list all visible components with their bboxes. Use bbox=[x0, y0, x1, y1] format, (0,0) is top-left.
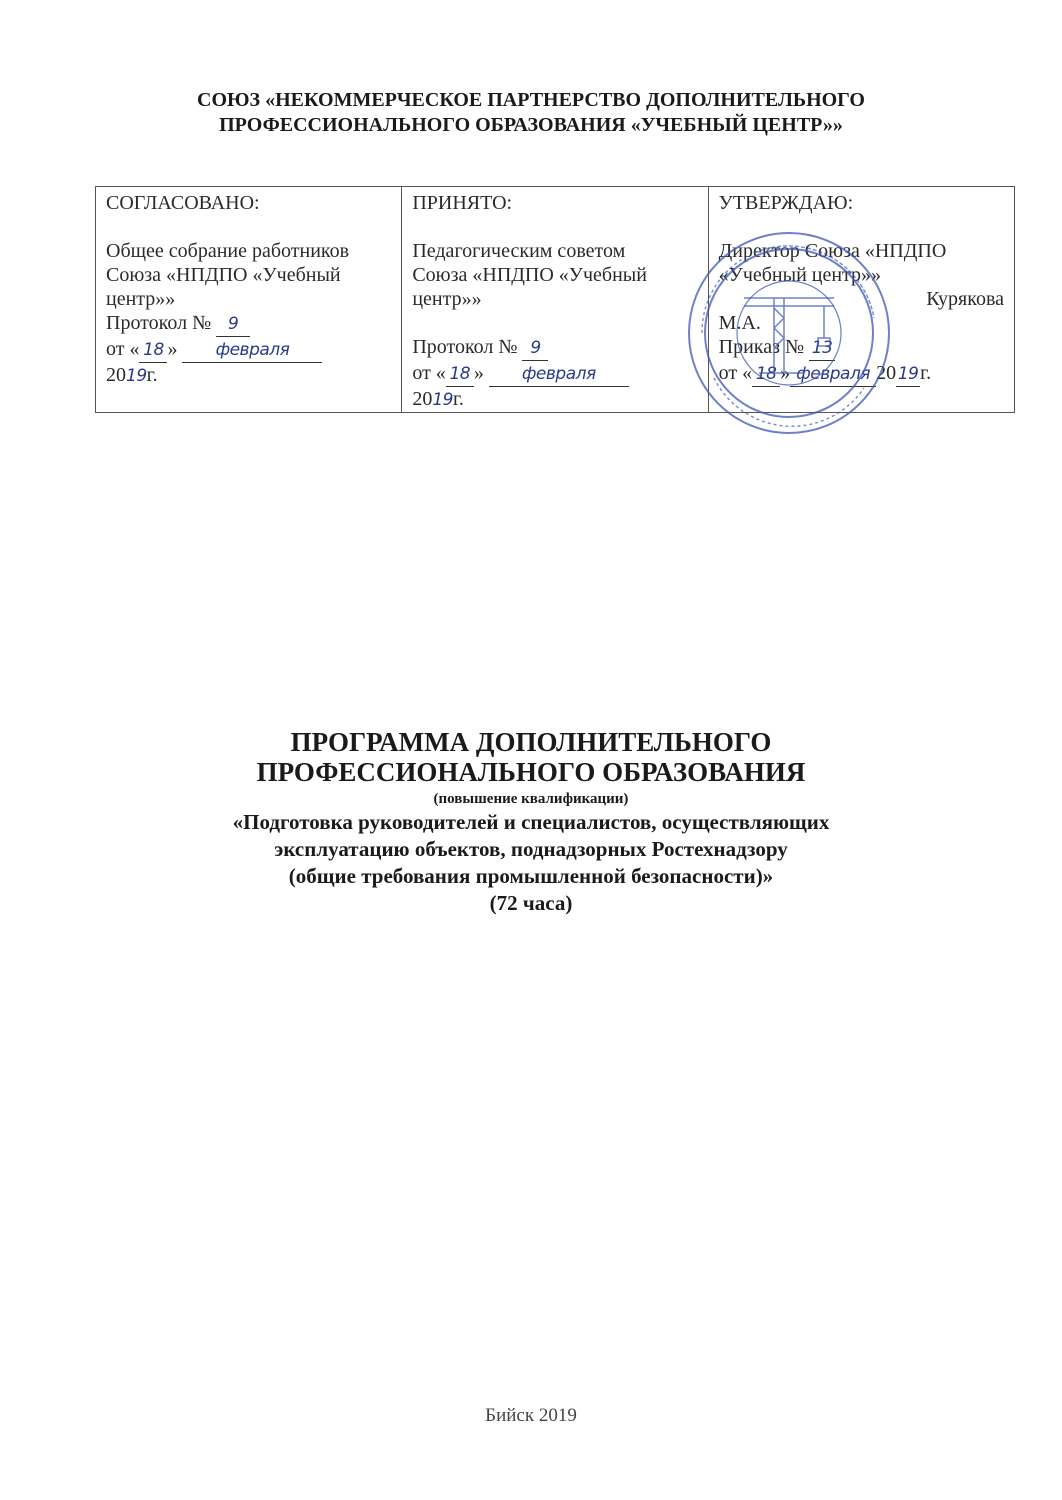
accepted-date bbox=[412, 361, 697, 387]
accepted-date-prefix: от « bbox=[412, 362, 446, 384]
agreed-month: февраля bbox=[215, 340, 290, 360]
accepted-line-2: Союза «НПДПО «Учебный bbox=[412, 264, 647, 286]
approved-line-2: «Учебный центр»» bbox=[718, 264, 882, 286]
approved-day-blank bbox=[752, 361, 780, 387]
accepted-month: февраля bbox=[521, 364, 596, 384]
agreed-date bbox=[106, 337, 391, 363]
agreed-heading: СОГЛАСОВАНО: bbox=[106, 192, 260, 214]
approved-order bbox=[719, 335, 1004, 361]
organization-title-line-1: СОЮЗ «НЕКОММЕРЧЕСКОЕ ПАРТНЕРСТВО ДОПОЛНИТЕЛЬНОГО bbox=[197, 89, 865, 111]
agreed-month-blank bbox=[182, 337, 322, 363]
agreed-line-1: Общее собрание работников bbox=[106, 240, 350, 262]
program-name-line-1: «Подготовка руководителей и специалистов, осуществляющих bbox=[232, 810, 830, 834]
agreed-date-prefix: от « bbox=[106, 338, 140, 360]
program-name-line-2: эксплуатацию объектов, поднадзорных Ростехнадзору bbox=[274, 837, 788, 861]
agreed-year-suffix: 19 bbox=[126, 366, 147, 386]
accepted-year bbox=[412, 387, 697, 412]
agreed-protocol bbox=[106, 311, 391, 337]
agreed-line-2: Союза «НПДПО «Учебный bbox=[106, 264, 341, 286]
approved-year-prefix: 20 bbox=[876, 362, 897, 384]
approved-month: февраля bbox=[796, 364, 871, 384]
program-title-block bbox=[0, 727, 1062, 917]
accepted-line-3: центр»» bbox=[412, 288, 482, 310]
footer-city-year: Бийск 2019 bbox=[485, 1405, 577, 1426]
accepted-month-blank bbox=[489, 361, 629, 387]
program-hours: (72 часа) bbox=[489, 891, 573, 915]
approved-order-blank bbox=[809, 335, 835, 361]
agreed-cell bbox=[96, 187, 402, 413]
agreed-year bbox=[106, 363, 391, 388]
organization-title-line-2: ПРОФЕССИОНАЛЬНОГО ОБРАЗОВАНИЯ «УЧЕБНЫЙ ЦЕНТР»» bbox=[219, 114, 843, 136]
accepted-day-blank bbox=[446, 361, 474, 387]
accepted-heading: ПРИНЯТО: bbox=[412, 192, 513, 214]
accepted-year-suffix: 19 bbox=[432, 390, 453, 410]
agreed-year-end: г. bbox=[146, 364, 158, 386]
approved-director-initials: М.А. bbox=[718, 312, 761, 334]
approved-director-name: Курякова bbox=[926, 288, 1004, 310]
approved-order-number: 13 bbox=[811, 338, 833, 358]
agreed-protocol-label: Протокол № bbox=[106, 312, 212, 334]
accepted-protocol bbox=[412, 335, 697, 361]
accepted-protocol-number: 9 bbox=[530, 338, 541, 358]
approved-year-suffix: 19 bbox=[897, 364, 919, 384]
accepted-date-mid: » bbox=[473, 362, 484, 384]
accepted-year-prefix: 20 bbox=[412, 388, 433, 410]
approved-year-end: г. bbox=[920, 362, 932, 384]
accepted-day: 18 bbox=[449, 364, 471, 384]
approved-date-mid: » bbox=[780, 362, 791, 384]
program-title-line-2: ПРОФЕССИОНАЛЬНОГО ОБРАЗОВАНИЯ bbox=[256, 757, 806, 787]
approved-year-blank bbox=[896, 361, 920, 387]
organization-title bbox=[0, 88, 1062, 138]
program-title-line-1: ПРОГРАММА ДОПОЛНИТЕЛЬНОГО bbox=[290, 727, 772, 757]
approvals-table bbox=[95, 186, 1015, 413]
approved-month-blank bbox=[790, 361, 876, 387]
program-name-line-3: (общие требования промышленной безопасности)» bbox=[288, 864, 774, 888]
accepted-cell bbox=[402, 187, 708, 413]
approved-heading: УТВЕРЖДАЮ: bbox=[718, 192, 854, 214]
approved-date-prefix: от « bbox=[718, 362, 753, 384]
agreed-line-3: центр»» bbox=[106, 288, 176, 310]
approved-order-label: Приказ № bbox=[718, 336, 805, 358]
approved-cell bbox=[708, 187, 1014, 413]
approved-day: 18 bbox=[755, 364, 777, 384]
accepted-line-1: Педагогическим советом bbox=[412, 240, 626, 262]
accepted-protocol-blank bbox=[522, 335, 548, 361]
approved-line-1: Директор Союза «НПДПО bbox=[718, 240, 947, 262]
agreed-protocol-number: 9 bbox=[227, 314, 239, 334]
agreed-date-mid: » bbox=[167, 338, 178, 360]
program-type: (повышение квалификации) bbox=[433, 791, 629, 807]
agreed-year-prefix: 20 bbox=[106, 364, 126, 386]
agreed-protocol-blank bbox=[216, 311, 250, 337]
agreed-day: 18 bbox=[143, 340, 164, 360]
accepted-gap bbox=[412, 311, 697, 335]
accepted-protocol-label: Протокол № bbox=[412, 336, 518, 358]
approved-date bbox=[719, 361, 1004, 387]
accepted-year-end: г. bbox=[452, 388, 464, 410]
agreed-day-blank bbox=[139, 337, 167, 363]
